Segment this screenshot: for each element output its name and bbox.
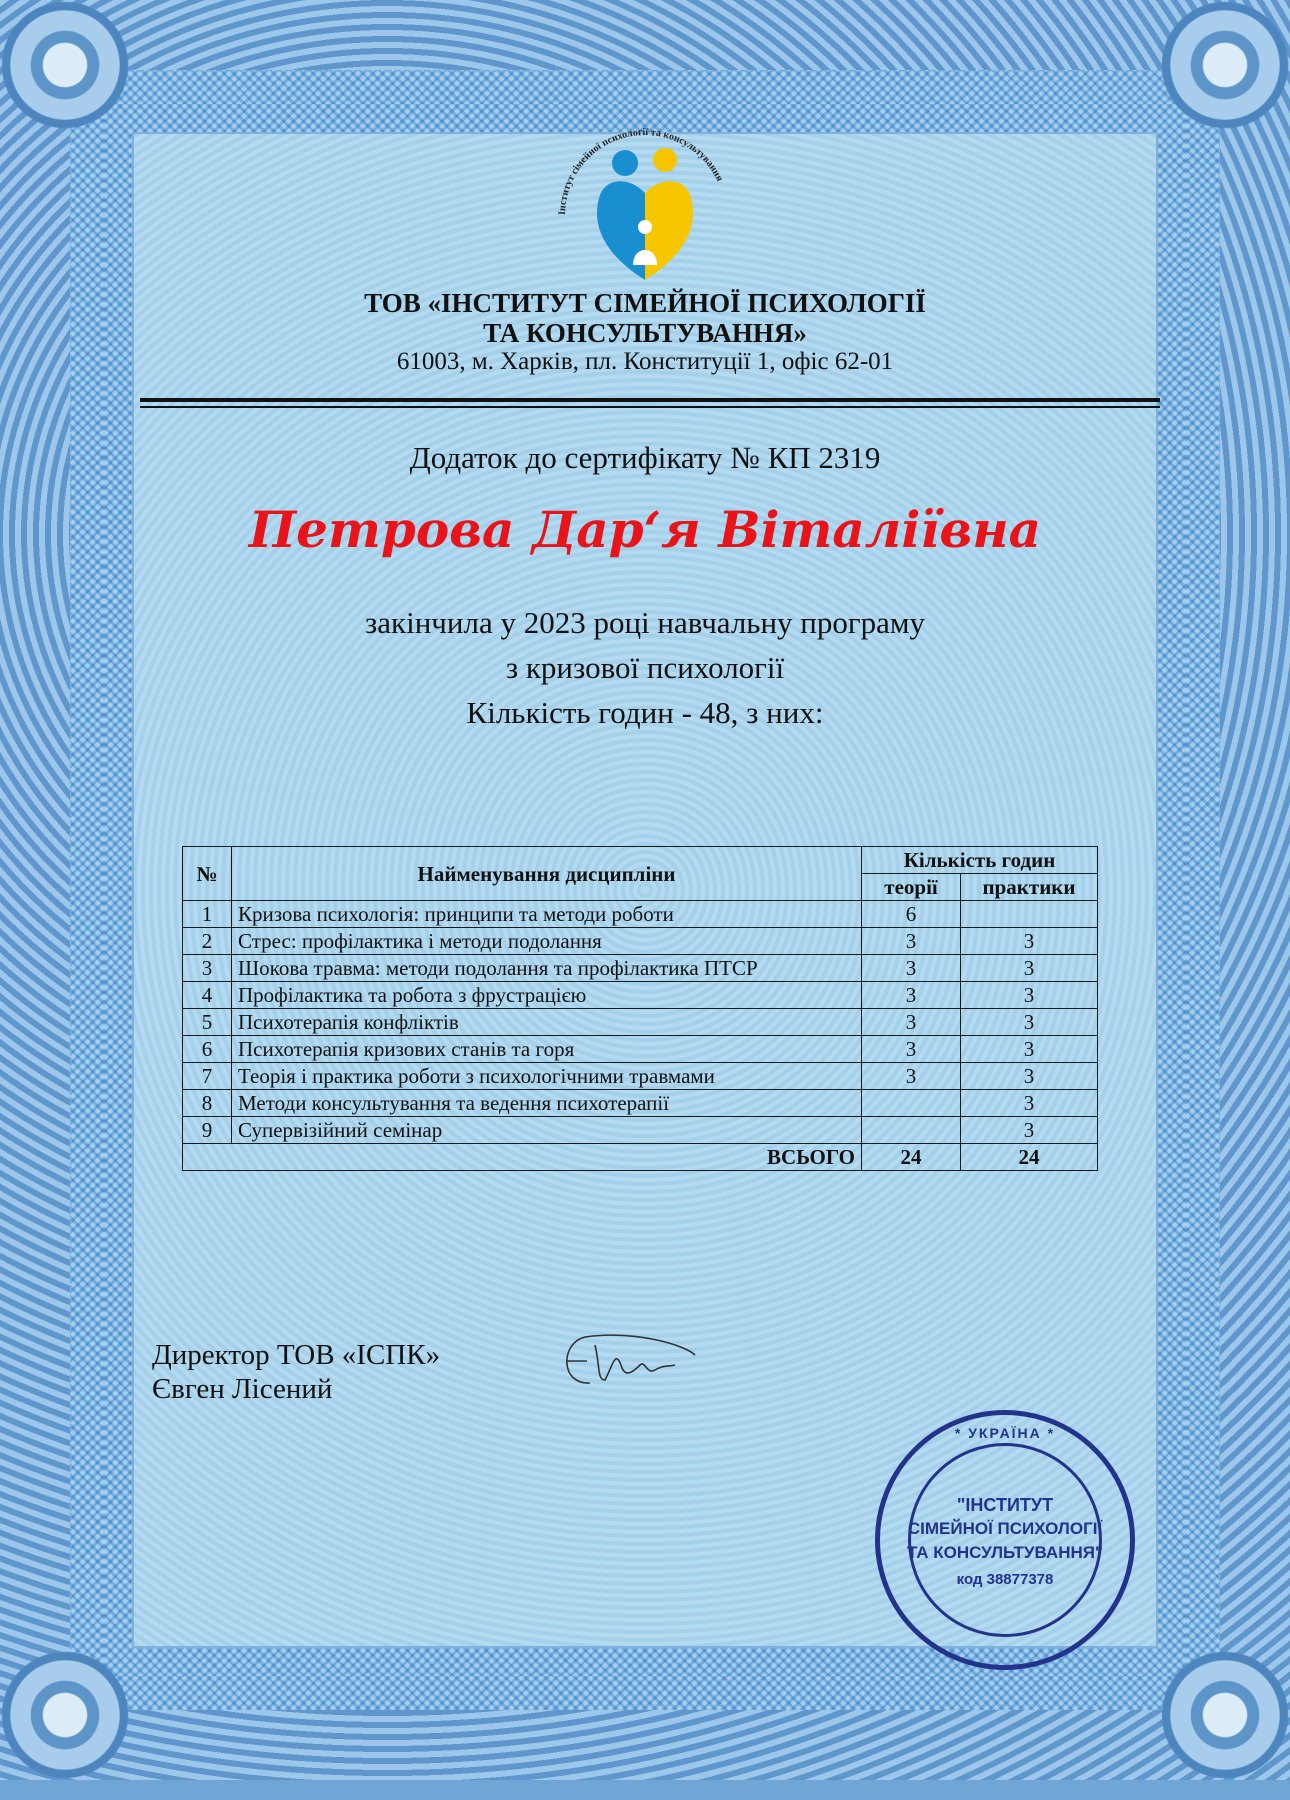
practice-hours: 3 [961,955,1098,982]
stamp-line3: ТА КОНСУЛЬТУВАННЯ" [906,1543,1104,1562]
signatory-name: Євген Лісений [152,1373,333,1405]
institute-logo [545,115,745,295]
practice-hours [961,901,1098,928]
table-row [183,1117,1098,1144]
practice-hours: 3 [961,1036,1098,1063]
theory-hours: 3 [862,1009,961,1036]
program-line2: з кризової психології [505,650,785,685]
discipline-name: Супервізійний семінар [232,1117,862,1144]
header-hours: Кількість годин [862,847,1098,874]
program-line1: закінчила у 2023 році навчальну програму [365,605,925,640]
theory-hours: 3 [862,1036,961,1063]
practice-hours: 3 [961,1117,1098,1144]
discipline-name: Психотерапія кризових станів та горя [232,1036,862,1063]
table-row [183,1063,1098,1090]
handwritten-signature [555,1325,705,1395]
row-number: 7 [183,1063,232,1090]
logo-head-blue-icon [612,150,638,176]
row-number: 5 [183,1009,232,1036]
row-number: 6 [183,1036,232,1063]
org-address: 61003, м. Харків, пл. Конституції 1, офіс 62-01 [396,348,894,375]
row-number: 1 [183,901,232,928]
logo-head-yellow-icon [653,148,677,172]
divider [140,398,1160,402]
stamp-code: код 38877378 [956,1571,1054,1588]
table-row [183,955,1098,982]
total-label: ВСЬОГО [183,1144,862,1171]
certificate-title: Додаток до сертифікату № КП 2319 [409,440,881,475]
table-row [183,928,1098,955]
row-number: 9 [183,1117,232,1144]
official-stamp: * УКРАЇНА * "ІНСТИТУТ СІМЕЙНОЇ ПСИХОЛОГІЇ ТА КОНСУЛЬТУВАННЯ" код 38877378 [875,1410,1135,1670]
header-theory: теорії [862,874,961,901]
discipline-name: Стрес: профілактика і методи подолання [232,928,862,955]
discipline-name: Шокова травма: методи подолання та профілактика ПТСР [232,955,862,982]
disciplines-table [182,846,1098,1171]
row-number: 4 [183,982,232,1009]
total-theory: 24 [862,1144,961,1171]
practice-hours: 3 [961,1009,1098,1036]
discipline-name: Профілактика та робота з фрустрацією [232,982,862,1009]
discipline-name: Методи консультування та ведення психотерапії [232,1090,862,1117]
total-practice: 24 [961,1144,1098,1171]
practice-hours: 3 [961,1063,1098,1090]
table-row [183,1090,1098,1117]
header-practice: практики [961,874,1098,901]
theory-hours: 3 [862,955,961,982]
stamp-line1: "ІНСТИТУТ [956,1495,1054,1515]
theory-hours: 6 [862,901,961,928]
hours-summary: Кількість годин - 48, з них: [466,695,824,730]
theory-hours: 3 [862,1063,961,1090]
theory-hours: 3 [862,928,961,955]
row-number: 8 [183,1090,232,1117]
practice-hours: 3 [961,928,1098,955]
theory-hours [862,1117,961,1144]
signatory [152,1338,440,1406]
header-discipline: Найменування дисципліни [232,847,862,901]
table-row [183,982,1098,1009]
row-number: 3 [183,955,232,982]
theory-hours [862,1090,961,1117]
theory-hours: 3 [862,982,961,1009]
table-row [183,1036,1098,1063]
svg-text:Інститут сімейної психології т: Інститут сімейної психології та консультування [556,126,726,216]
discipline-name: Кризова психологія: принципи та методи роботи [232,901,862,928]
discipline-name: Теорія і практика роботи з психологічними травмами [232,1063,862,1090]
org-name-line1: ТОВ «ІНСТИТУТ СІМЕЙНОЇ ПСИХОЛОГІЇ [364,288,926,318]
divider [140,406,1160,408]
signatory-position: Директор ТОВ «ІСПК» [152,1339,441,1371]
total-row [183,1144,1098,1171]
discipline-name: Психотерапія конфліктів [232,1009,862,1036]
header-num: № [183,847,232,901]
org-name-line2: ТА КОНСУЛЬТУВАННЯ» [483,318,807,348]
stamp-line2: СІМЕЙНОЇ ПСИХОЛОГІЇ [907,1519,1103,1538]
practice-hours: 3 [961,982,1098,1009]
row-number: 2 [183,928,232,955]
table-row [183,1009,1098,1036]
practice-hours: 3 [961,1090,1098,1117]
recipient-name: Петрова Дар‘я Віталіївна [248,500,1042,559]
table-row [183,901,1098,928]
